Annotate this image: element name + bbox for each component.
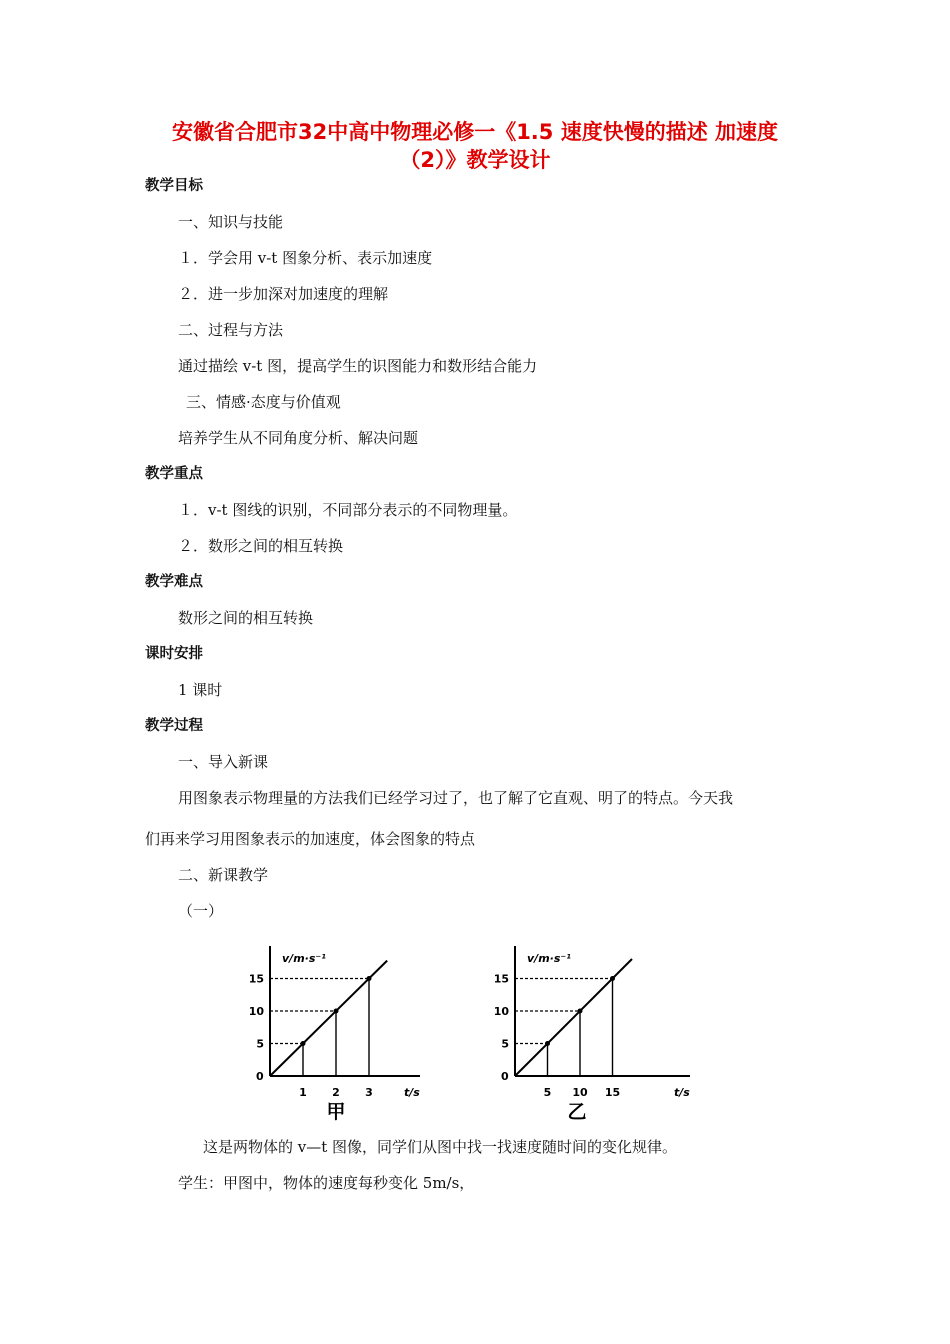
heading-difficulty: 教学难点 bbox=[145, 574, 203, 590]
intro-text-1: 用图象表示物理量的方法我们已经学习过了，也了解了它直观、明了的特点。今天我 bbox=[178, 789, 734, 807]
x-tick-label: 10 bbox=[572, 1086, 588, 1099]
heading-procedure: 教学过程 bbox=[145, 718, 203, 734]
title-line-2: （2）》教学设计 bbox=[399, 148, 551, 172]
origin-label: 0 bbox=[501, 1070, 509, 1083]
y-tick-label: 5 bbox=[501, 1037, 509, 1051]
schedule-text: 1 课时 bbox=[178, 681, 223, 699]
data-point bbox=[545, 1041, 550, 1046]
data-point bbox=[334, 1009, 339, 1014]
difficulty-text: 数形之间的相互转换 bbox=[178, 609, 314, 627]
x-tick-label: 3 bbox=[365, 1086, 373, 1099]
knowledge-item-2: ２．进一步加深对加速度的理解 bbox=[178, 285, 389, 303]
emotion-text: 培养学生从不同角度分析、解决问题 bbox=[178, 429, 419, 447]
y-tick-label: 10 bbox=[493, 1005, 509, 1018]
data-point bbox=[578, 1009, 583, 1014]
y-axis-label: v/m·s⁻¹ bbox=[282, 952, 326, 965]
x-axis-label: t/s bbox=[404, 1086, 420, 1099]
figure-caption: 这是两物体的 v—t 图像，同学们从图中找一找速度随时间的变化规律。 bbox=[203, 1138, 678, 1156]
y-tick-label: 15 bbox=[248, 972, 264, 986]
document-title bbox=[100, 118, 850, 174]
x-tick-label: 2 bbox=[332, 1086, 340, 1099]
x-tick-label: 15 bbox=[604, 1086, 621, 1099]
vt-chart-jia bbox=[240, 938, 470, 1128]
y-tick-label: 15 bbox=[493, 972, 509, 986]
heading-intro: 一、导入新课 bbox=[178, 753, 269, 771]
y-axis-label: v/m·s⁻¹ bbox=[527, 952, 571, 965]
data-point bbox=[610, 976, 615, 981]
process-text: 通过描绘 v-t 图，提高学生的识图能力和数形结合能力 bbox=[178, 357, 538, 375]
heading-schedule: 课时安排 bbox=[145, 646, 203, 662]
heading-new-lesson: 二、新课教学 bbox=[178, 866, 269, 884]
x-axis-label: t/s bbox=[674, 1086, 690, 1099]
heading-key-points: 教学重点 bbox=[145, 466, 203, 482]
origin-label: 0 bbox=[256, 1070, 264, 1083]
heading-process: 二、过程与方法 bbox=[178, 321, 284, 339]
intro-text-2: 们再来学习用图象表示的加速度，体会图象的特点 bbox=[145, 830, 476, 848]
knowledge-item-1: １．学会用 v-t 图象分析、表示加速度 bbox=[178, 249, 433, 267]
series-line bbox=[515, 959, 632, 1076]
chart-title: 乙 bbox=[567, 1101, 587, 1123]
vt-chart-yi bbox=[485, 938, 710, 1128]
y-tick-label: 10 bbox=[248, 1005, 264, 1018]
x-tick-label: 5 bbox=[543, 1086, 552, 1099]
data-point bbox=[301, 1041, 306, 1046]
data-point bbox=[367, 976, 372, 981]
x-tick-label: 1 bbox=[299, 1086, 307, 1099]
student-answer: 学生：甲图中，物体的速度每秒变化 5m/s， bbox=[178, 1174, 475, 1192]
part-one-label: （一） bbox=[178, 902, 224, 920]
chart-title: 甲 bbox=[326, 1101, 346, 1123]
heading-objectives: 教学目标 bbox=[145, 178, 203, 194]
y-tick-label: 5 bbox=[256, 1037, 264, 1051]
heading-emotion: 三、情感·态度与价值观 bbox=[186, 393, 341, 411]
key-item-1: １．v-t 图线的识别，不同部分表示的不同物理量。 bbox=[178, 501, 518, 519]
key-item-2: ２．数形之间的相互转换 bbox=[178, 537, 344, 555]
heading-knowledge: 一、知识与技能 bbox=[178, 213, 284, 231]
title-line-1: 安徽省合肥市32中高中物理必修一《1.5 速度快慢的描述 加速度 bbox=[171, 120, 779, 144]
